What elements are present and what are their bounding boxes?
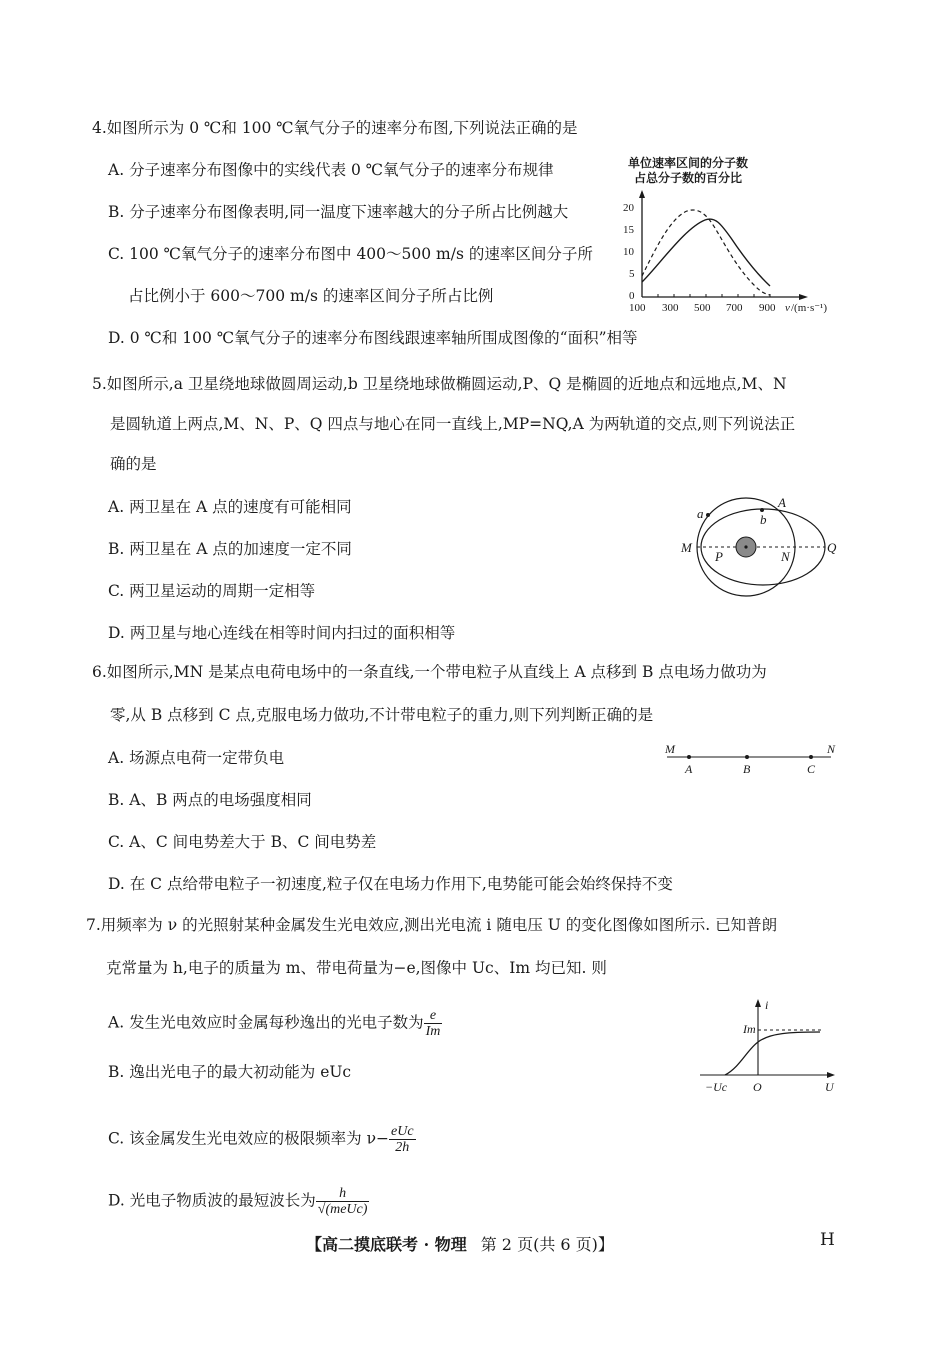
solid-curve — [642, 219, 770, 286]
svg-text:15: 15 — [623, 224, 634, 236]
label-N: N — [781, 549, 790, 564]
q6-option-b — [108, 790, 312, 810]
label-i: i — [765, 998, 769, 1012]
option-text: 两卫星运动的周期一定相等 — [129, 582, 316, 600]
question-7-stem — [86, 915, 777, 935]
stem-text: 是圆轨道上两点,M、N、P、Q 四点与地心在同一直线上,MP=NQ,A 为两轨道的交点,则下列说法正 — [110, 415, 796, 433]
label-A: A — [685, 762, 693, 776]
q5-option-b — [108, 539, 352, 559]
option-label: B. — [108, 540, 125, 558]
option-label: B. — [108, 203, 125, 221]
option-label: C. — [108, 245, 125, 263]
q4-option-a — [108, 160, 554, 180]
denominator: Im — [425, 1024, 441, 1039]
formula-fraction — [424, 1008, 443, 1039]
orbit-diagram — [670, 485, 850, 610]
question-4-stem — [92, 118, 578, 138]
stem-text: 克常量为 h,电子的质量为 m、带电荷量为−e,图像中 Uc、Im 均已知. 则 — [106, 959, 607, 977]
version-mark: H — [820, 1230, 835, 1250]
label-P: P — [715, 549, 723, 564]
option-text: 0 ℃和 100 ℃氧气分子的速率分布图线跟速率轴所围成图像的“面积”相等 — [129, 329, 638, 347]
label-C: C — [807, 762, 816, 776]
q6-option-c — [108, 832, 376, 852]
option-label: A. — [108, 498, 125, 516]
option-text: 逸出光电子的最大初动能为 eUc — [129, 1063, 352, 1081]
option-label: A. — [108, 161, 125, 179]
option-label: D. — [108, 1191, 125, 1210]
q5-option-a — [108, 497, 352, 517]
page-number: 第 2 页(共 6 页)】 — [480, 1235, 614, 1254]
numerator: h — [316, 1186, 370, 1202]
q7-option-c — [108, 1124, 416, 1155]
option-label: A. — [108, 1013, 125, 1032]
svg-text:900: 900 — [759, 302, 776, 314]
question-6-stem-2 — [110, 705, 653, 725]
svg-text:/(m·s⁻¹): /(m·s⁻¹) — [791, 302, 827, 314]
svg-text:100: 100 — [629, 302, 646, 314]
question-7-stem-2 — [106, 958, 607, 978]
stem-text: 如图所示为 0 ℃和 100 ℃氧气分子的速率分布图,下列说法正确的是 — [106, 119, 578, 137]
label-N: N — [827, 742, 836, 756]
speed-distribution-chart — [615, 190, 845, 320]
q6-option-d — [108, 874, 673, 894]
option-text: 占比例小于 600～700 m/s 的速率区间分子所占比例 — [128, 287, 494, 305]
option-label: D. — [108, 329, 125, 347]
q4-option-c-cont — [128, 286, 493, 306]
question-5-stem — [92, 374, 787, 394]
svg-text:5: 5 — [629, 268, 635, 280]
option-label: D. — [108, 875, 125, 893]
label-b: b — [760, 512, 767, 527]
ylabel-line1: 单位速率区间的分子数 — [628, 156, 749, 170]
option-text: 发生光电效应时金属每秒逸出的光电子数为 — [129, 1013, 424, 1032]
option-text: 100 ℃氧气分子的速率分布图中 400～500 m/s 的速率区间分子所 — [129, 245, 593, 263]
option-text: A、B 两点的电场强度相同 — [129, 791, 312, 809]
option-text: 两卫星在 A 点的加速度一定不同 — [129, 540, 352, 558]
option-label: C. — [108, 1129, 125, 1148]
option-text: 两卫星在 A 点的速度有可能相同 — [129, 498, 352, 516]
q4-option-c — [108, 244, 593, 264]
option-label: C. — [108, 833, 125, 851]
question-number: 4. — [92, 119, 107, 137]
q6-option-a — [108, 748, 284, 768]
q5-option-c — [108, 581, 315, 601]
option-text: 光电子物质波的最短波长为 — [129, 1191, 316, 1210]
formula-fraction — [389, 1124, 416, 1155]
label-A: A — [778, 495, 786, 510]
question-6-stem — [92, 662, 767, 682]
label-O: O — [753, 1080, 762, 1094]
field-line-diagram — [665, 743, 845, 778]
option-text: A、C 间电势差大于 B、C 间电势差 — [129, 833, 377, 851]
q4-option-b — [108, 202, 568, 222]
question-5-stem-2 — [110, 414, 795, 434]
option-label: B. — [108, 791, 125, 809]
question-number: 5. — [92, 375, 107, 393]
denominator: 2h — [395, 1140, 410, 1155]
label-neg-Uc: −Uc — [705, 1080, 728, 1094]
option-text: 在 C 点给带电粒子一初速度,粒子仅在电场力作用下,电势能可能会始终保持不变 — [129, 875, 673, 893]
q7-option-a — [108, 1008, 442, 1039]
svg-text:20: 20 — [623, 202, 634, 214]
option-text: 场源点电荷一定带负电 — [129, 749, 285, 767]
option-label: C. — [108, 582, 125, 600]
dashed-curve — [642, 210, 770, 295]
q5-option-d — [108, 623, 455, 643]
label-a: a — [697, 506, 704, 521]
label-M: M — [681, 540, 692, 555]
option-label: D. — [108, 624, 125, 642]
question-5-stem-3 — [110, 454, 157, 474]
stem-text: 确的是 — [110, 455, 157, 473]
footer-title: 【高二摸底联考 · 物理 — [306, 1235, 467, 1254]
ylabel-line2: 占总分子数的百分比 — [634, 171, 743, 185]
svg-text:10: 10 — [623, 246, 634, 258]
numerator: e — [424, 1008, 443, 1024]
page-footer — [306, 1232, 614, 1255]
stem-text: 如图所示,a 卫星绕地球做圆周运动,b 卫星绕地球做椭圆运动,P、Q 是椭圆的近地点和远地点,M、N — [106, 375, 787, 393]
stem-text: 如图所示,MN 是某点电荷电场中的一条直线,一个带电粒子从直线上 A 点移到 B 点电场力做功为 — [106, 663, 767, 681]
question-number: 6. — [92, 663, 107, 681]
label-Im: Im — [743, 1022, 756, 1036]
q4-option-d — [108, 328, 638, 348]
option-label: B. — [108, 1063, 125, 1081]
svg-text:700: 700 — [726, 302, 743, 314]
svg-text:300: 300 — [662, 302, 679, 314]
stem-text: 用频率为 ν 的光照射某种金属发生光电效应,测出光电流 i 随电压 U 的变化图像如图所示. 已知普朗 — [100, 916, 778, 934]
formula-fraction — [316, 1186, 370, 1217]
q7-option-d — [108, 1186, 369, 1217]
label-U: U — [825, 1080, 834, 1094]
svg-text:0: 0 — [629, 290, 635, 302]
numerator: eUc — [391, 1124, 414, 1139]
label-Q: Q — [827, 540, 837, 555]
question-number: 7. — [86, 916, 101, 934]
photocurrent-graph — [695, 995, 845, 1095]
svg-text:500: 500 — [694, 302, 711, 314]
denominator: √(meUc) — [317, 1202, 368, 1217]
option-text: 该金属发生光电效应的极限频率为 ν− — [129, 1129, 390, 1148]
stem-text: 零,从 B 点移到 C 点,克服电场力做功,不计带电粒子的重力,则下列判断正确的是 — [110, 706, 654, 724]
label-M: M — [665, 742, 675, 756]
option-text: 两卫星与地心连线在相等时间内扫过的面积相等 — [129, 624, 456, 642]
label-B: B — [743, 762, 751, 776]
q7-option-b — [108, 1062, 351, 1082]
svg-text:v: v — [785, 302, 790, 314]
chart-ylabel — [628, 156, 748, 186]
option-label: A. — [108, 749, 125, 767]
option-text: 分子速率分布图像表明,同一温度下速率越大的分子所占比例越大 — [129, 203, 569, 221]
option-text: 分子速率分布图像中的实线代表 0 ℃氧气分子的速率分布规律 — [129, 161, 554, 179]
